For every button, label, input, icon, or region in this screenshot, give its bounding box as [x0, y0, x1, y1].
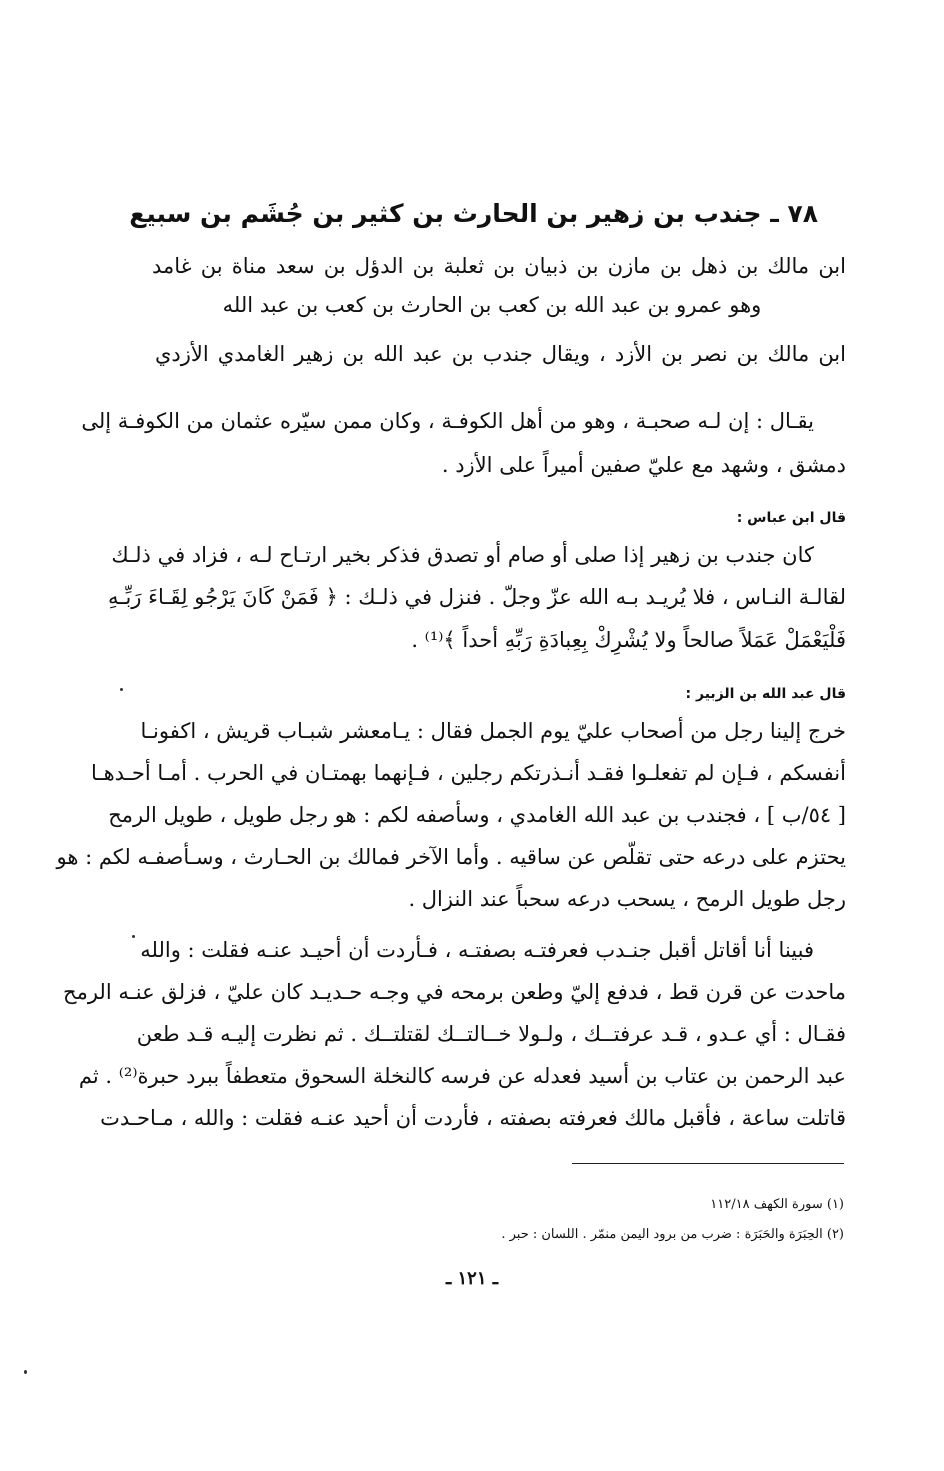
scan-speck — [24, 1370, 27, 1374]
paragraph-line: فبينا أنا أقاتل أقبل جنـدب فعرفتـه بصفتـه ، فـأردت أن أحيـد عنـه فقلت : والله — [140, 938, 814, 962]
paragraph-line: يحتزم على درعه حتى تقلّص عن ساقيه . وأما الآخر فمالك بن الحـارث ، وسـأصفـه لكم : هو — [56, 845, 846, 869]
entry-heading: ٧٨ ـ جندب بن زهير بن الحارث بن كثير بن جُشَم بن سبيع — [129, 199, 818, 228]
paragraph-line: فَلْيَعْمَلْ عَمَلاً صالحاً ولا يُشْرِكْ بِعِبادَةِ رَبِّهِ أحداً ﴾⁽¹⁾ . — [411, 628, 846, 652]
intro-line: يقـال : إن لـه صحبـة ، وهو من أهل الكوفـة ، وكان ممن سيّره عثمان من الكوفـة إلى — [81, 409, 814, 433]
paragraph-line: ماحدت عن قرن قط ، فدفع إليّ وطعن برمحه في وجـه حـديـد كان عليّ ، فزلق عنـه الرمح — [63, 980, 846, 1004]
speaker-label-ibn-zubayr: قال عبد الله بن الزبير : — [685, 686, 846, 702]
intro-line: دمشق ، وشهد مع عليّ صفين أميراً على الأزد . — [441, 453, 846, 477]
paragraph-line: عبد الرحمن بن عتاب بن أسيد فعدله عن فرسه كالنخلة السحوق متعطفاً ببرد حبرة⁽²⁾ . ثم — [78, 1064, 846, 1088]
paragraph-line: لقالـة النـاس ، فلا يُريـد بـه الله عزّ وجلّ . فنزل في ذلـك : ﴿ فَمَنْ كَانَ يَرْجُو لِقَـاءَ رَبِّـهِ — [108, 585, 846, 609]
paragraph-line: كان جندب بن زهير إذا صلى أو صام أو تصدق فذكر بخير ارتـاح لـه ، فزاد في ذلـك — [111, 543, 814, 567]
footnote-divider — [572, 1163, 844, 1164]
speaker-label-ibn-abbas: قال ابن عباس : — [736, 510, 846, 526]
footnote: (١) سورة الكهف ١١٢/١٨ — [710, 1197, 844, 1212]
paragraph-line: [ ٥٤/ب ] ، فجندب بن عبد الله الغامدي ، وسأصفه لكم : هو رجل طويل ، طويل الرمح — [108, 803, 846, 827]
scan-speck — [132, 935, 135, 938]
page-number: ـ ١٢١ ـ — [445, 1268, 499, 1289]
paragraph-line: قاتلت ساعة ، فأقبل مالك فعرفته بصفته ، فأردت أن أحيد عنـه فقلت : والله ، مـاحـدت — [100, 1106, 846, 1130]
paragraph-line: أنفسكم ، فـإن لم تفعلـوا فقـد أنـذرتكم رجلين ، فـإنهما بهمتـان في الحرب . أمـا أحـدهـا — [91, 761, 846, 785]
paragraph-line: رجل طويل الرمح ، يسحب درعه سحباً عند النزال . — [408, 887, 846, 911]
lineage-line: وهو عمرو بن عبد الله بن كعب بن الحارث بن كعب بن عبد الله — [222, 293, 762, 317]
scan-speck — [120, 688, 123, 691]
paragraph-line: خرج إلينا رجل من أصحاب عليّ يوم الجمل فقال : يـامعشر شبـاب قريش ، اكفونـا — [140, 719, 846, 743]
lineage-line: ابن مالك بن نصر بن الأزد ، ويقال جندب بن عبد الله بن زهير الغامدي الأزدي — [155, 342, 846, 366]
paragraph-line: فقـال : أي عـدو ، قـد عرفتــك ، ولـولا خــالتــك لقتلتــك . ثم نظرت إليـه قـد طعن — [136, 1022, 846, 1046]
lineage-line: ابن مالك بن ذهل بن مازن بن ذبيان بن ثعلبة بن الدؤل بن سعد مناة بن غامد — [152, 254, 846, 278]
footnote: (٢) الحِبَرَة والحَبَرَة : ضرب من برود اليمن منمّر . اللسان : حبر . — [501, 1227, 844, 1242]
